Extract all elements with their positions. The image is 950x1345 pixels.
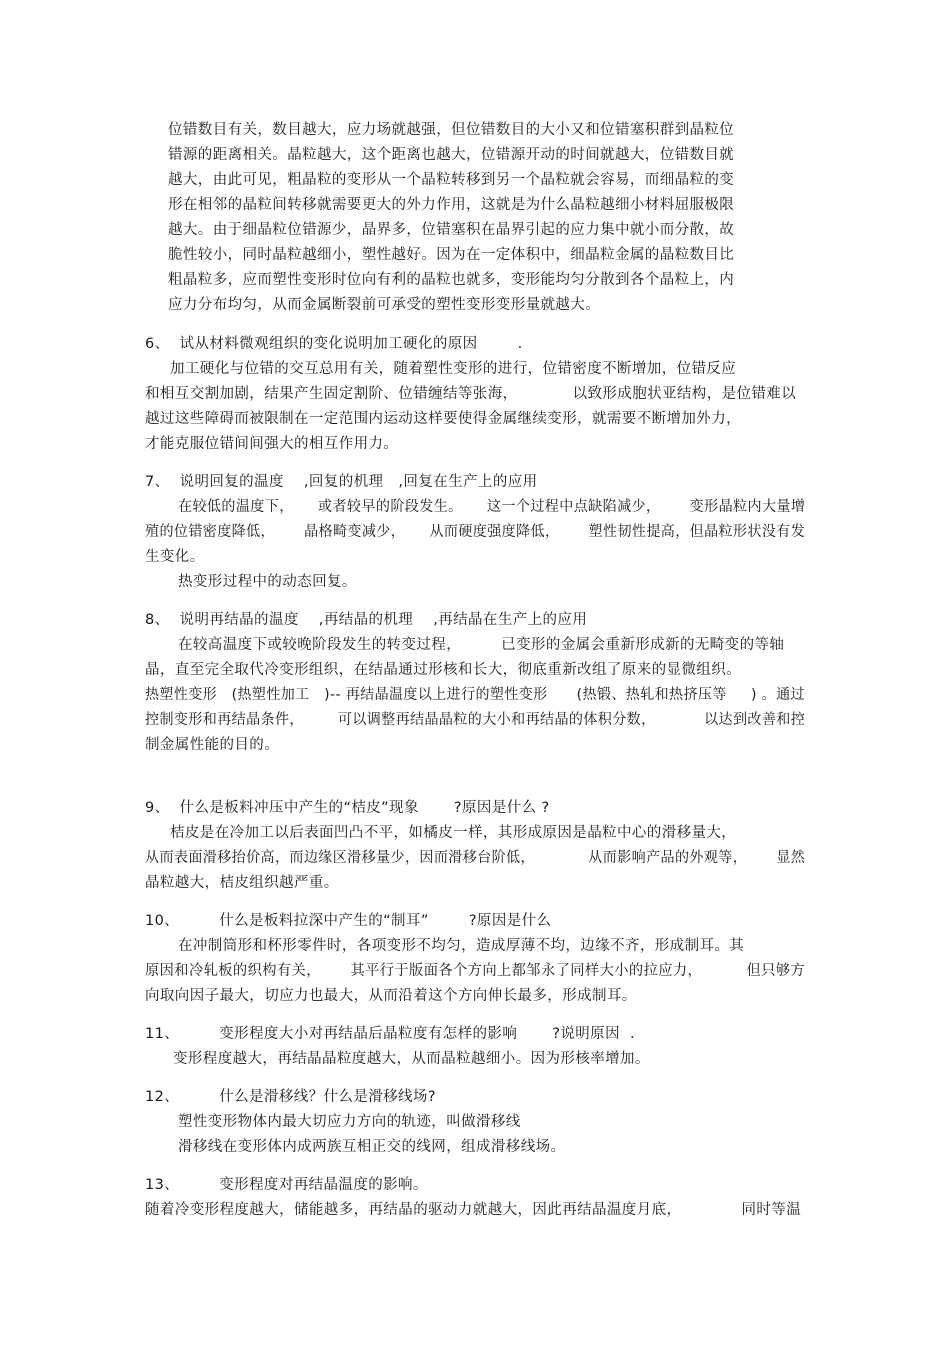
text-line: 越大，由此可见，粗晶粒的变形从一个晶粒转移到另一个晶粒就会容易，而细晶粒的变	[168, 172, 735, 188]
text-line: 原因和冷轧板的织构有关， 其平行于版面各个方向上都邹永了同样大小的拉应力， 但只够方	[145, 963, 806, 979]
text-line: 在较低的温度下， 或者较早的阶段发生。 这一个过程中点缺陷减少， 变形晶粒内大量增	[178, 499, 806, 515]
question-heading: 13、 变形程度对再结晶温度的影响。	[145, 1177, 428, 1193]
text-line: 热塑性变形 (热塑性加工 )-- 再结晶温度以上进行的塑性变形 (热锻、热轧和热挤压等 ) 。通过	[145, 687, 805, 703]
text-line: 晶粒越大，桔皮组织越严重。	[145, 875, 339, 891]
text-line: 殖的位错密度降低， 晶格畸变减少， 从而硬度强度降低， 塑性韧性提高，但晶粒形状没有发	[145, 524, 806, 540]
text-line: 生变化。	[145, 549, 205, 565]
question-heading: 8、 说明再结晶的温度 ,再结晶的机理 ,再结晶在生产上的应用	[145, 612, 588, 628]
text-line: 热变形过程中的动态回复。	[178, 574, 357, 590]
text-line: 滑移线在变形体内成两族互相正交的线网，组成滑移线场。	[178, 1139, 566, 1155]
question-heading: 10、 什么是板料拉深中产生的“制耳” ?原因是什么	[145, 913, 552, 929]
text-line: 塑性变形物体内最大切应力方向的轨迹，叫做滑移线	[178, 1114, 521, 1130]
question-heading: 12、 什么是滑移线？什么是滑移线场?	[145, 1089, 436, 1105]
text-line: 控制变形和再结晶条件， 可以调整再结晶晶粒的大小和再结晶的体积分数， 以达到改善和控	[145, 712, 806, 728]
text-line: 加工硬化与位错的交互总用有关，随着塑性变形的进行，位错密度不断增加，位错反应	[170, 361, 737, 377]
question-heading: 7、 说明回复的温度 ,回复的机理 ,回复在生产上的应用	[145, 474, 538, 490]
text-line: 制金属性能的目的。	[145, 737, 280, 753]
text-line: 越过这些障碍而被限制在一定范围内运动这样要使得金属继续变形，就需要不断增加外力，	[145, 411, 741, 427]
text-line: 桔皮是在冷加工以后表面凹凸不平，如橘皮一样，其形成原因是晶粒中心的滑移量大，	[170, 825, 737, 841]
text-line: 形在相邻的晶粒间转移就需要更大的外力作用，这就是为什么晶粒越细小材料屈服极限	[168, 197, 735, 213]
text-line: 在较高温度下或较晚阶段发生的转变过程， 已变形的金属会重新形成新的无畸变的等轴	[178, 637, 785, 653]
question-heading: 9、 什么是板料冲压中产生的“桔皮”现象 ?原因是什么 ?	[145, 800, 550, 816]
question-heading: 6、 试从材料微观组织的变化说明加工硬化的原因 .	[145, 336, 523, 352]
question-heading: 11、 变形程度大小对再结晶后晶粒度有怎样的影响 ?说明原因 .	[145, 1026, 636, 1042]
text-line: 晶，直至完全取代冷变形组织，在结晶通过形核和长大，彻底重新改组了原来的显微组织。	[145, 662, 741, 678]
text-line: 才能克服位错间间强大的相互作用力。	[145, 436, 399, 452]
text-line: 和相互交割加剧，结果产生固定割阶、位错缠结等张海， 以致形成胞状亚结构，是位错难以	[145, 386, 797, 402]
text-line: 从而表面滑移抬价高，而边缘区滑移量少，因而滑移台阶低， 从而影响产品的外观等， 显然	[145, 850, 806, 866]
text-line: 粗晶粒多，应而塑性变形时位向有利的晶粒也就多，变形能均匀分散到各个晶粒上，内	[168, 272, 735, 288]
text-line: 位错数目有关，数目越大，应力场就越强，但位错数目的大小又和位错塞积群到晶粒位	[168, 122, 735, 138]
text-line: 在冲制筒形和杯形零件时，各项变形不均匀，造成厚薄不均，边缘不齐，形成制耳。其	[178, 938, 745, 954]
text-line: 向取向因子最大，切应力也最大，从而沿着这个方向伸长最多，形成制耳。	[145, 988, 637, 1004]
text-line: 随着冷变形程度越大，储能越多，再结晶的驱动力就越大，因此再结晶温度月底， 同时等温	[145, 1202, 802, 1218]
text-line: 应力分布均匀，从而金属断裂前可承受的塑性变形变形量就越大。	[168, 297, 601, 313]
text-line: 错源的距离相关。晶粒越大，这个距离也越大，位错源开动的时间就越大，位错数目就	[168, 147, 735, 163]
text-line: 变形程度越大，再结晶晶粒度越大，从而晶粒越细小。因为形核率增加。	[173, 1051, 650, 1067]
text-line: 越大。由于细晶粒位错源少，晶界多，位错塞积在晶界引起的应力集中就小而分散，故	[168, 222, 735, 238]
text-line: 脆性较小，同时晶粒越细小，塑性越好。因为在一定体积中，细晶粒金属的晶粒数目比	[168, 247, 735, 263]
